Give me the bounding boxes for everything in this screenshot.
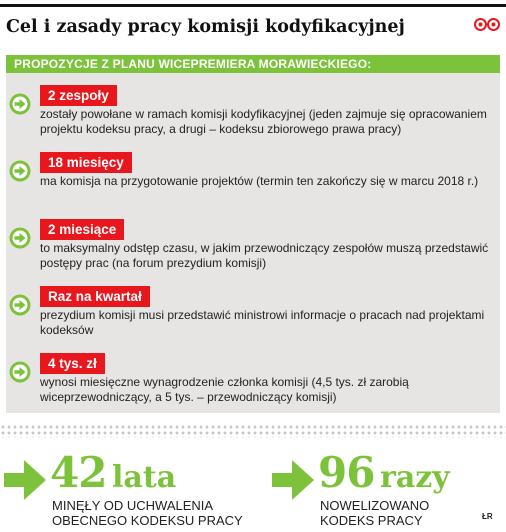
item-description: prezydium komisji musi przedstawić ministrowi informacje o pracach nad projektami kodeksów xyxy=(40,308,485,337)
author-credit: ŁR xyxy=(482,512,493,521)
arrow-right-circle-icon xyxy=(9,294,31,316)
proposals-panel xyxy=(6,73,500,413)
gp-logo-icon xyxy=(474,18,500,31)
stat-unit: lata xyxy=(112,460,177,495)
item-label: 18 miesięcy xyxy=(40,152,132,173)
item-label: 2 miesiące xyxy=(40,219,124,240)
stat-caption-line: OBECNEGO KODEKSU PRACY xyxy=(52,513,243,528)
stat-caption xyxy=(320,498,506,528)
list-item xyxy=(6,286,500,346)
stat-unit: razy xyxy=(380,460,450,495)
item-label: 4 tys. zł xyxy=(40,353,105,374)
stat-number: 42 xyxy=(50,448,107,497)
arrow-right-icon xyxy=(4,458,46,502)
stat-years xyxy=(50,448,176,497)
arrow-right-circle-icon xyxy=(9,160,31,182)
stat-caption-line: MINĘŁY OD UCHWALENIA xyxy=(52,498,214,513)
list-item xyxy=(6,85,500,145)
section-banner: PROPOZYCJE Z PLANU WICEPREMIERA MORAWIECKIEGO: xyxy=(6,55,500,73)
stat-amendments xyxy=(318,448,450,497)
item-description: to maksymalny odstęp czasu, w jakim przewodniczący zespołów muszą przedstawić postępy prac (na forum prezydium komisji) xyxy=(40,241,489,270)
arrow-right-circle-icon xyxy=(9,93,31,115)
list-item xyxy=(6,353,500,413)
item-description: wynosi miesięczne wynagrodzenie członka komisji (4,5 tys. zł zarobią wiceprzewodniczący, a 5 tys. – przewodniczący komisji) xyxy=(40,375,409,404)
arrow-right-circle-icon xyxy=(9,227,31,249)
top-rule xyxy=(0,4,506,7)
arrow-right-icon xyxy=(272,458,314,502)
stat-caption-line: KODEKS PRACY xyxy=(320,513,423,528)
item-description: ma komisja na przygotowanie projektów (termin ten zakończy się w marcu 2018 r.) xyxy=(40,174,479,188)
item-label: Raz na kwartał xyxy=(40,286,150,307)
dotted-divider xyxy=(0,424,506,438)
page-title: Cel i zasady pracy komisji kodyfikacyjnej xyxy=(6,17,405,37)
list-item xyxy=(6,219,500,279)
stat-caption-line: NOWELIZOWANO xyxy=(320,498,430,513)
arrow-right-circle-icon xyxy=(9,361,31,383)
item-label: 2 zespoły xyxy=(40,85,117,106)
stat-caption xyxy=(52,498,252,528)
stat-number: 96 xyxy=(318,448,375,497)
list-item xyxy=(6,152,500,212)
item-description: zostały powołane w ramach komisji kodyfikacyjnej (jeden zajmuje się opracowaniem projektu kodeksu pracy, a drugi – kodeksu zbiorowego prawa pracy) xyxy=(40,107,487,136)
